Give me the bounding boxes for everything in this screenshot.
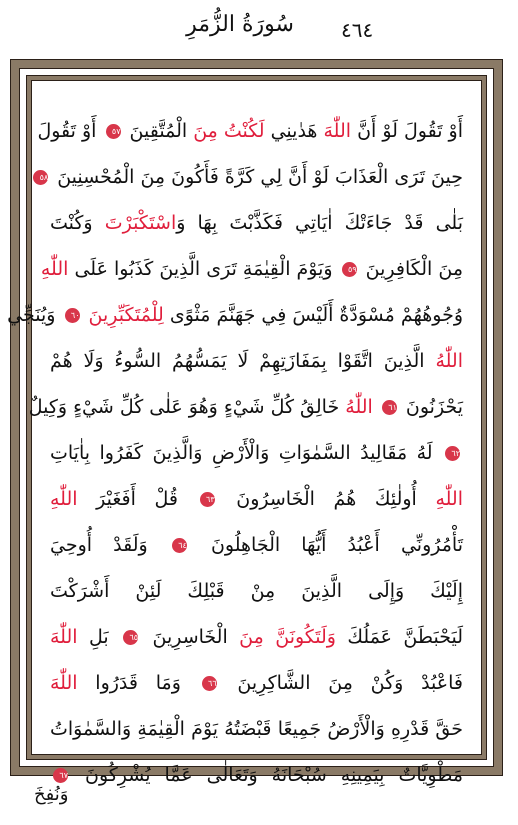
frame-border-inner — [7, 75, 487, 786]
text-line — [50, 615, 463, 661]
text-segment-highlighted: اسْتَكْبَرْتَ — [104, 212, 177, 234]
text-segment: وَيَوْمَ الْقِيٰمَةِ تَرَى الَّذِينَ كَذَبُوا عَلَى — [68, 258, 339, 280]
text-line — [50, 753, 463, 799]
frame-border-mid — [7, 68, 494, 786]
page-header — [0, 0, 518, 52]
text-segment: أَوْ تَقُولَ — [37, 120, 103, 142]
surah-title: سُورَةُ الزُّمَرِ — [186, 12, 294, 37]
text-segment: وُجُوهُهُمْ مُسْوَدَّةٌ أَلَيْسَ فِي جَهَنَّمَ مَثْوًى — [163, 304, 463, 326]
text-segment: مَطْوِيَّاتٌ بِيَمِينِهِ سُبْحَانَهُ وَتَعَالٰى عَمَّا يُشْرِكُونَ — [71, 764, 463, 786]
text-segment-highlighted: لِلْمُتَكَبِّرِينَ — [88, 304, 164, 326]
text-segment: وَيُنَجِّي — [7, 304, 62, 326]
text-segment-highlighted: اللّٰهَ — [50, 672, 78, 694]
text-line — [50, 707, 463, 753]
text-line — [37, 109, 463, 155]
text-segment: خَالِقُ كُلِّ شَيْءٍ وَهُوَ عَلٰى كُلِّ شَيْءٍ وَكِيلٌ — [28, 396, 346, 418]
text-segment: الَّذِينَ اتَّقَوْا بِمَفَازَتِهِمْ لَا يَمَسُّهُمُ السُّوءُ وَلَا هُمْ — [50, 350, 436, 372]
text-line — [50, 661, 463, 707]
text-segment: فَاعْبُدْ وَكُنْ مِنَ الشَّاكِرِينَ — [219, 672, 463, 694]
text-segment — [373, 396, 379, 418]
text-segment-highlighted: وَلَتَكُونَنَّ مِنَ — [239, 626, 336, 648]
text-line — [28, 385, 463, 431]
text-segment: الْخَاسِرِينَ — [141, 626, 240, 648]
text-segment-highlighted: اللّٰهُ — [435, 350, 463, 372]
text-segment: وَلَقَدْ أُوحِيَ — [50, 534, 169, 556]
text-segment: يَحْزَنُونَ — [399, 396, 463, 418]
text-line — [50, 569, 463, 615]
catchword: وَنُفِخَ — [34, 784, 69, 805]
text-segment: وَمَا قَدَرُوا — [77, 672, 199, 694]
ayah-number-marker: ٦٤ — [172, 538, 187, 553]
text-segment: بَلِ — [77, 626, 121, 648]
text-line — [50, 477, 463, 523]
ayah-number-marker: ٦٦ — [202, 676, 217, 691]
ayah-number-marker: ٦١ — [382, 400, 397, 415]
text-line — [40, 247, 463, 293]
text-segment-highlighted: اللّٰهَ — [323, 120, 352, 142]
text-segment: بَلٰى قَدْ جَاءَتْكَ اٰيَاتِي فَكَذَّبْتَ بِهَا وَ — [176, 212, 463, 234]
text-segment: حِينَ تَرَى الْعَذَابَ لَوْ أَنَّ لِي كَرَّةً فَأَكُونَ مِنَ الْمُحْسِنِينَ — [51, 166, 463, 188]
text-line — [7, 293, 463, 339]
text-line — [50, 201, 463, 247]
page-number: ٤٦٤ — [341, 18, 374, 42]
text-segment: أَوْ تَقُولَ لَوْ أَنَّ — [351, 120, 463, 142]
ayah-number-marker: ٦٧ — [53, 768, 68, 783]
text-line — [50, 431, 463, 477]
text-line — [50, 339, 463, 385]
text-segment-highlighted: اللّٰهِ — [40, 258, 69, 280]
text-segment: لَهُ مَقَالِيدُ السَّمٰوَاتِ وَالْأَرْضِ وَالَّذِينَ كَفَرُوا بِاٰيَاتِ — [50, 442, 442, 464]
ayah-number-marker: ٦٢ — [445, 446, 460, 461]
text-segment: مِنَ الْكَافِرِينَ — [359, 258, 463, 280]
text-line — [39, 155, 463, 201]
ayah-number-marker: ٦٥ — [123, 630, 138, 645]
ayah-number-marker: ٦٠ — [65, 308, 80, 323]
ayah-number-marker: ٦٣ — [200, 492, 215, 507]
text-segment-highlighted: لَكُنْتُ مِنَ — [193, 120, 265, 142]
ornamental-frame — [7, 59, 503, 786]
text-segment-highlighted: اللّٰهِ — [435, 488, 463, 510]
text-segment-highlighted: اللّٰهِ — [50, 488, 78, 510]
text-segment-highlighted: اللّٰهُ — [345, 396, 373, 418]
text-segment: إِلَيْكَ وَإِلَى الَّذِينَ مِنْ قَبْلِكَ لَئِنْ أَشْرَكْتَ — [50, 580, 463, 602]
ayah-number-marker: ٥٩ — [342, 262, 357, 277]
ayah-number-marker: ٥٨ — [33, 170, 48, 185]
text-segment: تَأْمُرُونِّي أَعْبُدُ أَيُّهَا الْجَاهِلُونَ — [189, 534, 463, 556]
text-segment: هَدٰينِي — [264, 120, 324, 142]
ayah-number-marker: ٥٧ — [106, 124, 121, 139]
text-segment: لَيَحْبَطَنَّ عَمَلُكَ — [335, 626, 464, 648]
text-segment: الْمُتَّقِينَ — [123, 120, 194, 142]
text-segment: قُلْ أَفَغَيْرَ — [77, 488, 197, 510]
text-segment: وَكُنْتَ — [50, 212, 105, 234]
text-segment: حَقَّ قَدْرِهِ وَالْأَرْضُ جَمِيعًا قَبْضَتُهُ يَوْمَ الْقِيٰمَةِ وَالسَّمٰوَاتُ — [50, 718, 463, 740]
text-segment-highlighted: اللّٰهَ — [50, 626, 78, 648]
quran-text-block — [7, 80, 482, 786]
text-segment: أُولٰئِكَ هُمُ الْخَاسِرُونَ — [217, 488, 436, 510]
text-line — [50, 523, 463, 569]
